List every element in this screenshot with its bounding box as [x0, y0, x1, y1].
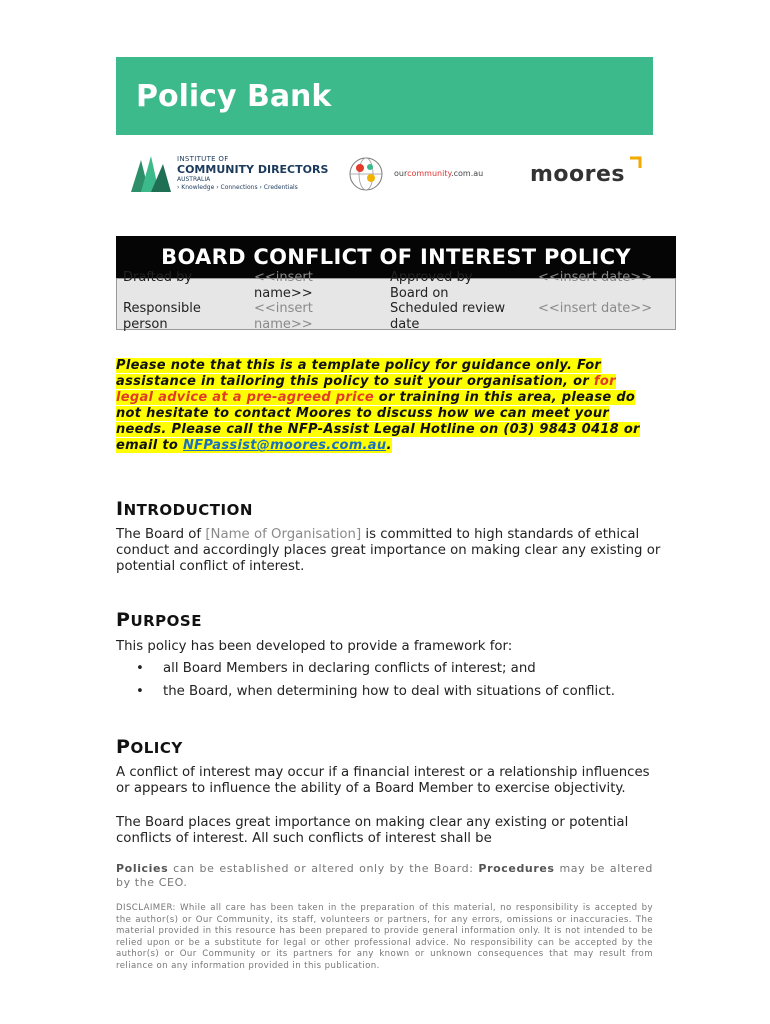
- purpose-heading: PURPOSE: [116, 609, 202, 631]
- purpose-intro: This policy has been developed to provide a framework for:: [116, 639, 513, 654]
- moores-wordmark: moores: [530, 162, 626, 187]
- banner-title: Policy Bank: [136, 79, 332, 114]
- icd-line1: INSTITUTE OF: [177, 155, 229, 163]
- review-label-1: Scheduled review: [390, 301, 506, 316]
- document-meta-table: [116, 270, 676, 332]
- approved-value: <<insert date>>: [538, 270, 653, 285]
- introduction-text: The Board of [Name of Organisation] is committed to high standards of ethical conduct and accordingly places great importance on making clear any existing or potential conflict of interest.: [116, 527, 661, 574]
- ourcommunity-wordmark: ourcommunity.com.au: [394, 169, 484, 178]
- drafted-by-value-2: name>>: [254, 286, 313, 301]
- template-note: Please note that this is a template policy for guidance only. For assistance in tailoring this policy to suit your organisation, or for legal advice at a pre-agreed price or training in this area, please do not hesitate to contact Moores to discuss how we can meet your needs. Please call the NFP-Assist Legal Hotline on (03) 9843 0418 or email to NFPassist@moores.com.au.: [116, 358, 640, 453]
- review-value: <<insert date>>: [538, 301, 653, 316]
- icd-triangles-icon: [131, 152, 173, 192]
- icd-line4: › Knowledge › Connections › Credentials: [177, 184, 298, 191]
- policy-procedure-footer: Policies can be established or altered only by the Board: Procedures may be altered by the CEO.: [116, 862, 653, 889]
- review-label-2: date: [390, 317, 420, 332]
- approved-label-1: Approved by: [390, 270, 473, 285]
- org-placeholder: [Name of Organisation]: [205, 527, 362, 542]
- approved-label-2: Board on: [390, 286, 449, 301]
- moores-logo: [530, 156, 645, 192]
- policy-paragraph-1: A conflict of interest may occur if a financial interest or a relationship influences or appears to influence the ability of a Board Member to exercise objectivity.: [116, 765, 650, 796]
- disclaimer: DISCLAIMER: While all care has been taken in the preparation of this material, no responsibility is accepted by the author(s) or Our Community, its staff, volunteers or partners, for any errors, omissions or inaccuracies. The material provided in this resource has been prepared to provide general information only. It is not intended to be relied upon or be a substitute for legal or other professional advice. No responsibility can be accepted by the author(s) or Our Community or its partners for any known or unknown consequences that may result from reliance on any information provided in this publication.: [116, 903, 653, 971]
- email-link[interactable]: NFPassist@moores.com.au: [182, 438, 387, 453]
- responsible-value-2: name>>: [254, 317, 313, 332]
- globe-icon: [348, 156, 384, 192]
- moores-corner-icon: [628, 156, 642, 170]
- drafted-by-label: Drafted by: [123, 270, 193, 285]
- drafted-by-value-1: <<insert: [254, 270, 313, 285]
- icd-line3: AUSTRALIA: [177, 176, 211, 183]
- icd-logo: [131, 148, 331, 194]
- document-title: BOARD CONFLICT OF INTEREST POLICY: [116, 236, 676, 278]
- policy-paragraph-2: The Board places great importance on making clear any existing or potential conflicts of interest. All such conflicts of interest shall be: [116, 815, 629, 846]
- introduction-heading: INTRODUCTION: [116, 498, 253, 520]
- responsible-label-1: Responsible: [123, 301, 201, 316]
- policy-heading: POLICY: [116, 736, 183, 758]
- policy-bank-banner: [116, 57, 653, 135]
- responsible-value-1: <<insert: [254, 301, 313, 316]
- ourcommunity-logo: [348, 156, 508, 192]
- responsible-label-2: person: [123, 317, 168, 332]
- icd-line2: COMMUNITY DIRECTORS: [177, 163, 329, 176]
